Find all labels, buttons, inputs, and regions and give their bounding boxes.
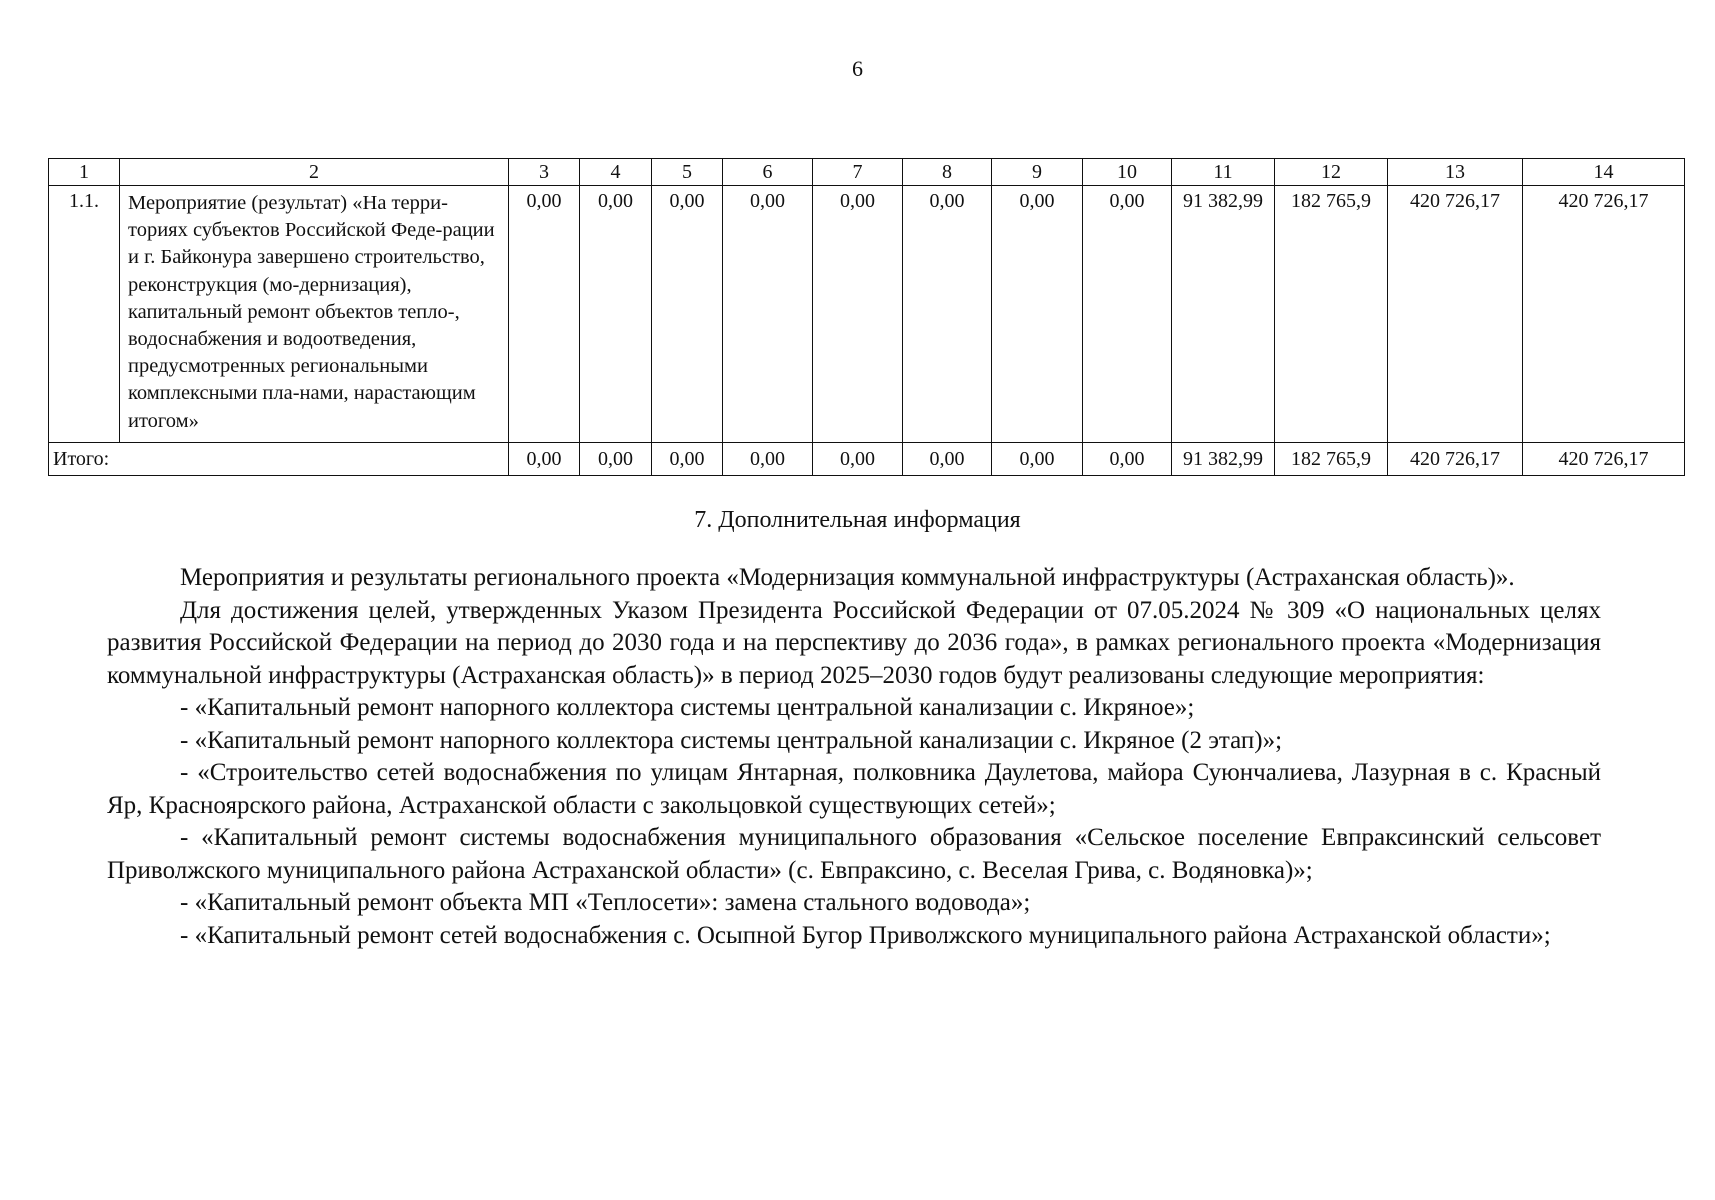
total-cell: 0,00 bbox=[723, 443, 813, 476]
table-header-cell: 1 bbox=[49, 159, 120, 186]
total-cell: 91 382,99 bbox=[1172, 443, 1275, 476]
table-cell: 0,00 bbox=[580, 186, 652, 443]
table-header-cell: 9 bbox=[992, 159, 1083, 186]
row-description: Мероприятие (результат) «На терри-ториях субъектов Российской Феде-рации и г. Байконура завершено строительство, реконструкция (мо-дернизация), капитальный ремонт объектов тепло-, водоснабжения и водоотведения, предусмотренных региональными комплексными пла-нами, нарастающим итогом» bbox=[120, 186, 509, 443]
total-cell: 0,00 bbox=[580, 443, 652, 476]
total-cell: 182 765,9 bbox=[1275, 443, 1388, 476]
table-total-row bbox=[49, 443, 1685, 476]
table-header-cell: 3 bbox=[509, 159, 580, 186]
list-item: - «Строительство сетей водоснабжения по улицам Янтарная, полковника Даулетова, майора Суюнчалиева, Лазурная в с. Красный Яр, Красноярского района, Астраханской области с закольцовкой существующих сетей»; bbox=[107, 759, 1601, 819]
table-row bbox=[49, 186, 1685, 443]
body-text bbox=[107, 562, 1601, 952]
list-item: - «Капитальный ремонт системы водоснабжения муниципального образования «Сельское поселение Евпраксинский сельсовет Приволжского муниципального района Астраханской области» (с. Евпраксино, с. Веселая Грива, с. Водяновка)»; bbox=[107, 824, 1601, 884]
list-item: - «Капитальный ремонт сетей водоснабжения с. Осыпной Бугор Приволжского муниципального района Астраханской области»; bbox=[180, 921, 1551, 949]
total-cell: 0,00 bbox=[509, 443, 580, 476]
table-header-cell: 2 bbox=[120, 159, 509, 186]
table-header-row bbox=[49, 159, 1685, 186]
table-cell: 0,00 bbox=[1083, 186, 1172, 443]
row-number: 1.1. bbox=[49, 186, 120, 443]
table-header-cell: 8 bbox=[903, 159, 992, 186]
section-title: 7. Дополнительная информация bbox=[694, 507, 1021, 533]
table-header-cell: 7 bbox=[813, 159, 903, 186]
data-table bbox=[48, 158, 1685, 476]
table-header-cell: 5 bbox=[652, 159, 723, 186]
table-header-cell: 6 bbox=[723, 159, 813, 186]
table-header-cell: 14 bbox=[1523, 159, 1685, 186]
table-cell: 0,00 bbox=[813, 186, 903, 443]
page-number: 6 bbox=[852, 56, 863, 81]
table-cell: 420 726,17 bbox=[1523, 186, 1685, 443]
table-cell: 0,00 bbox=[723, 186, 813, 443]
table-cell: 0,00 bbox=[903, 186, 992, 443]
table-cell: 0,00 bbox=[509, 186, 580, 443]
list-item: - «Капитальный ремонт напорного коллектора системы центральной канализации с. Икряное»; bbox=[180, 694, 1195, 721]
total-cell: 0,00 bbox=[652, 443, 723, 476]
list-item: - «Капитальный ремонт напорного коллектора системы центральной канализации с. Икряное (2 этап)»; bbox=[180, 726, 1283, 754]
table-header-cell: 13 bbox=[1388, 159, 1523, 186]
table-cell: 182 765,9 bbox=[1275, 186, 1388, 443]
total-cell: 0,00 bbox=[1083, 443, 1172, 476]
total-cell: 420 726,17 bbox=[1523, 443, 1685, 476]
table-header-cell: 4 bbox=[580, 159, 652, 186]
table-header-cell: 10 bbox=[1083, 159, 1172, 186]
total-cell: 0,00 bbox=[992, 443, 1083, 476]
total-cell: 0,00 bbox=[813, 443, 903, 476]
table-cell: 0,00 bbox=[652, 186, 723, 443]
paragraph: Мероприятия и результаты регионального проекта «Модернизация коммунальной инфраструктуры (Астраханская область)». bbox=[180, 564, 1515, 591]
table-header-cell: 11 bbox=[1172, 159, 1275, 186]
table-cell: 0,00 bbox=[992, 186, 1083, 443]
total-cell: 420 726,17 bbox=[1388, 443, 1523, 476]
paragraph: Для достижения целей, утвержденных Указом Президента Российской Федерации от 07.05.2024 № 309 «О национальных целях развития Российской Федерации на период до 2030 года и на перспективу до 2036 года», в рамках регионального проекта «Модернизация коммунальной инфраструктуры (Астраханская область)» в период 2025–2030 годов будут реализованы следующие мероприятия: bbox=[107, 596, 1601, 689]
table-cell: 91 382,99 bbox=[1172, 186, 1275, 443]
total-cell: 0,00 bbox=[903, 443, 992, 476]
table-cell: 420 726,17 bbox=[1388, 186, 1523, 443]
total-label: Итого: bbox=[49, 443, 509, 476]
list-item: - «Капитальный ремонт объекта МП «Теплосети»: замена стального водовода»; bbox=[180, 889, 1031, 916]
table-header-cell: 12 bbox=[1275, 159, 1388, 186]
